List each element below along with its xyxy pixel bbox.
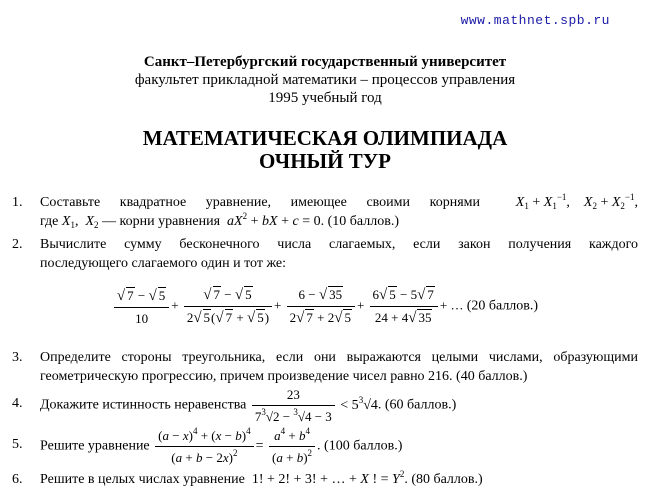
series-term-1: $\frac{√ 7 - √ 5}{10}$	[114, 286, 169, 328]
problem-5-lhs: $\frac{(a - x)^4 + (x - b)^4}{(a + b - 2x)^2}$	[155, 426, 253, 467]
problem-1-equation: $aX^2$ + bX + c = 0	[227, 211, 321, 229]
problem-number: 5.	[12, 437, 23, 452]
problem-2-text-a: Вычислите сумму бесконечного числа слагаемых, если закон получения каждого	[40, 237, 638, 252]
problem-text	[40, 235, 638, 273]
problem-points: . (80 баллов.)	[404, 472, 483, 487]
problem-1-text-c: — корни уравнения	[102, 214, 221, 229]
problem-points: . (60 баллов.)	[377, 397, 457, 413]
problem-1-roots: $X_1 + X_1^{-1}$, $X_2 + X_2^{-1}$,	[515, 192, 638, 211]
problem-4-inequality: < $5^3√4$	[340, 394, 378, 413]
page-title: МАТЕМАТИЧЕСКАЯ ОЛИМПИАДА	[142, 126, 508, 150]
problem-3-text-b: геометрическую прогрессию, причем произведение чисел равно 216. (40 баллов.)	[40, 369, 528, 384]
site-url: www.mathnet.spb.ru	[460, 13, 610, 28]
problem-number: 1.	[12, 195, 23, 210]
problem-number: 6.	[12, 472, 23, 487]
series-term-2: $\frac{√ 7 - √ 5}{2√ 5(√ 7 + √ 5)}$	[184, 285, 272, 328]
problem-4-fraction: $\frac{23}{7^3√2 - ^3√4 - 3}$	[252, 385, 335, 426]
series-term-4: $\frac{6√ 5 - 5√ 7}{24 + 4√ 35}$	[370, 285, 438, 328]
problem-points: . (10 баллов.)	[320, 214, 399, 229]
problem-text: Решите уравнение $\frac{(a - x)^4 + (x - b)^4}{(a + b - 2x)^2}$ = $\frac{a^4 + b^4}{(a + b)^2}$ . (100 баллов.)	[40, 426, 403, 465]
problem-number: 2.	[12, 237, 23, 252]
problem-3-text-a: Определите стороны треугольника, если они выражаются целыми числами, образующими	[40, 350, 638, 365]
university-name: Санкт–Петербургский государственный университет	[143, 54, 507, 70]
problem-points: (20 баллов.)	[466, 298, 539, 314]
problem-4-text: Докажите истинность неравенства	[40, 397, 247, 413]
problem-text	[40, 385, 638, 426]
problem-number: 4.	[12, 396, 23, 411]
page-subtitle: ОЧНЫЙ ТУР	[258, 149, 391, 173]
problem-text	[40, 470, 638, 489]
series-term-3: $\frac{6 - √ 35}{2√ 7 + 2√ 5}$	[287, 285, 355, 328]
faculty-name: факультет прикладной математики – процессов управления	[134, 72, 516, 88]
problem-text	[40, 348, 638, 386]
problem-2-series: $\frac{√ 7 - √ 5}{10}$ + $\frac{√ 7 - √ 5}{2√ 5(√ 7 + √ 5)}$ + $\frac{6 - √ 35}{2√ 7 + 2√ 5}$ + $\frac{6√ 5 - 5√ 7}{24 + 4√ 35}$ + … (20 баллов.)	[0, 285, 650, 328]
problem-text: Составьте квадратное уравнение, имеющее своими корнями $X_1 + X_1^{-1}$, $X_2 + X_2^{-1}$, где $X_1$, $X_2$ — корни уравнения $aX^2$ + bX + c = 0. (10 баллов.)	[40, 192, 638, 230]
problem-number: 3.	[12, 350, 23, 365]
problem-5-text: Решите уравнение	[40, 438, 150, 454]
problem-1-text-a: Составьте квадратное уравнение, имеющее своими корнями	[40, 195, 480, 210]
problem-1-text-b: где	[40, 214, 59, 229]
academic-year: 1995 учебный год	[268, 90, 382, 106]
problem-6-equation: 1! + 2! + 3! + … + X ! = $Y^2$	[248, 469, 405, 487]
problem-6-text: Решите в целых числах уравнение	[40, 472, 245, 487]
problem-2-text-b: последующего слагаемого один и тот же:	[40, 256, 287, 271]
problem-points: . (100 баллов.)	[317, 438, 403, 454]
problem-5-rhs: $\frac{a^4 + b^4}{(a + b)^2}$	[269, 426, 315, 467]
